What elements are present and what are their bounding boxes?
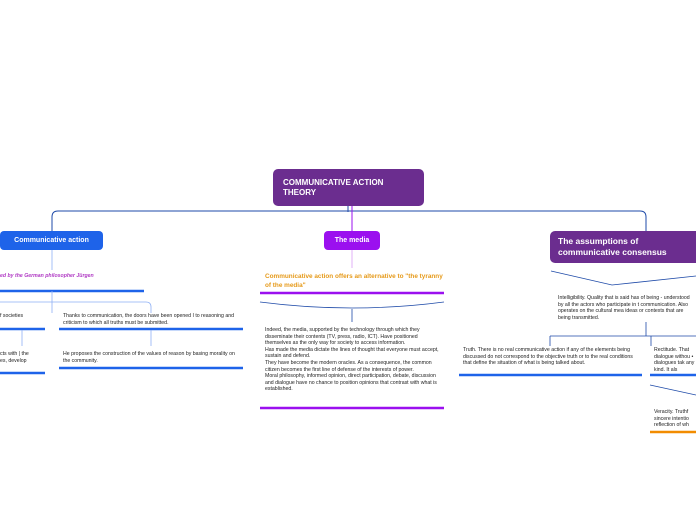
- subtopic-comm-left-bottom[interactable]: [0, 351, 44, 364]
- subtopic-comm-right-bottom[interactable]: He proposes the construction of the values of reason by basing morality on the community.: [63, 351, 235, 364]
- topic-assumptions[interactable]: The assumptions of communicative consensus: [550, 231, 696, 263]
- connector-comm-lower: [22, 330, 151, 346]
- connector-media-body: [260, 302, 444, 322]
- connector-assump-children: [550, 322, 696, 346]
- subtopic-comm-right-top[interactable]: Thanks to communication, the doors have been opened I to reasoning and criticism to which all truths must be submitted.: [63, 313, 235, 326]
- connector-assump-veracity: [650, 385, 696, 395]
- topic-communicative-action[interactable]: Communicative action: [0, 231, 103, 250]
- subtopic-comm-origin[interactable]: ed by the German philosopher Jürgen: [0, 273, 94, 279]
- connector-comm-children: [0, 291, 151, 313]
- subtopic-media-headline[interactable]: Communicative action offers an alternative to "the tyranny of the media": [265, 273, 443, 289]
- subtopic-media-body[interactable]: Indeed, the media, supported by the technology through which they disseminate their contents (TV, press, radio, ICT). Have positioned themselves as the only way for society to access information. Has made the media dictate the lines of thought that everyone must accept, sustain and defend. They have become the modern oracles. As a consequence, the common citizen becomes the first line of defense of the interests of power. Moral philosophy, informed opinion, direct participation, debate, discussion and dialogue have no chance to position opinions that contrast with what is established.: [265, 327, 439, 393]
- subtopic-veracity[interactable]: Veracity. Truthf sincere intentio reflection of wh: [654, 409, 689, 429]
- comm-left-bottom-line-1: cts with | the: [0, 351, 29, 357]
- comm-left-bottom-line-2: es, develop: [0, 357, 27, 364]
- root-topic[interactable]: COMMUNICATIVE ACTION THEORY: [273, 169, 424, 206]
- subtopic-truth[interactable]: Truth. There is no real communicative action if any of the elements being discussed do not correspond to the objective truth or to the real conditions that define the situation of what is being talked about.: [463, 347, 633, 367]
- subtopic-intelligibility[interactable]: Intelligibility. Quality that is said has of being - understood by all the actors who participate in t communication. Also operates on the cultural mea ideas or contexts that are being transmitted.: [558, 295, 690, 321]
- topic-the-media[interactable]: The media: [324, 231, 380, 250]
- subtopic-rectitude[interactable]: Rectitude. That dialogue withou • dialogues tak any kind. It als: [654, 347, 695, 373]
- connector-assump-sub: [551, 271, 696, 285]
- connector-root-right: [348, 211, 646, 231]
- subtopic-comm-left-top[interactable]: f societies: [0, 313, 24, 319]
- connector-root-left: [52, 211, 348, 231]
